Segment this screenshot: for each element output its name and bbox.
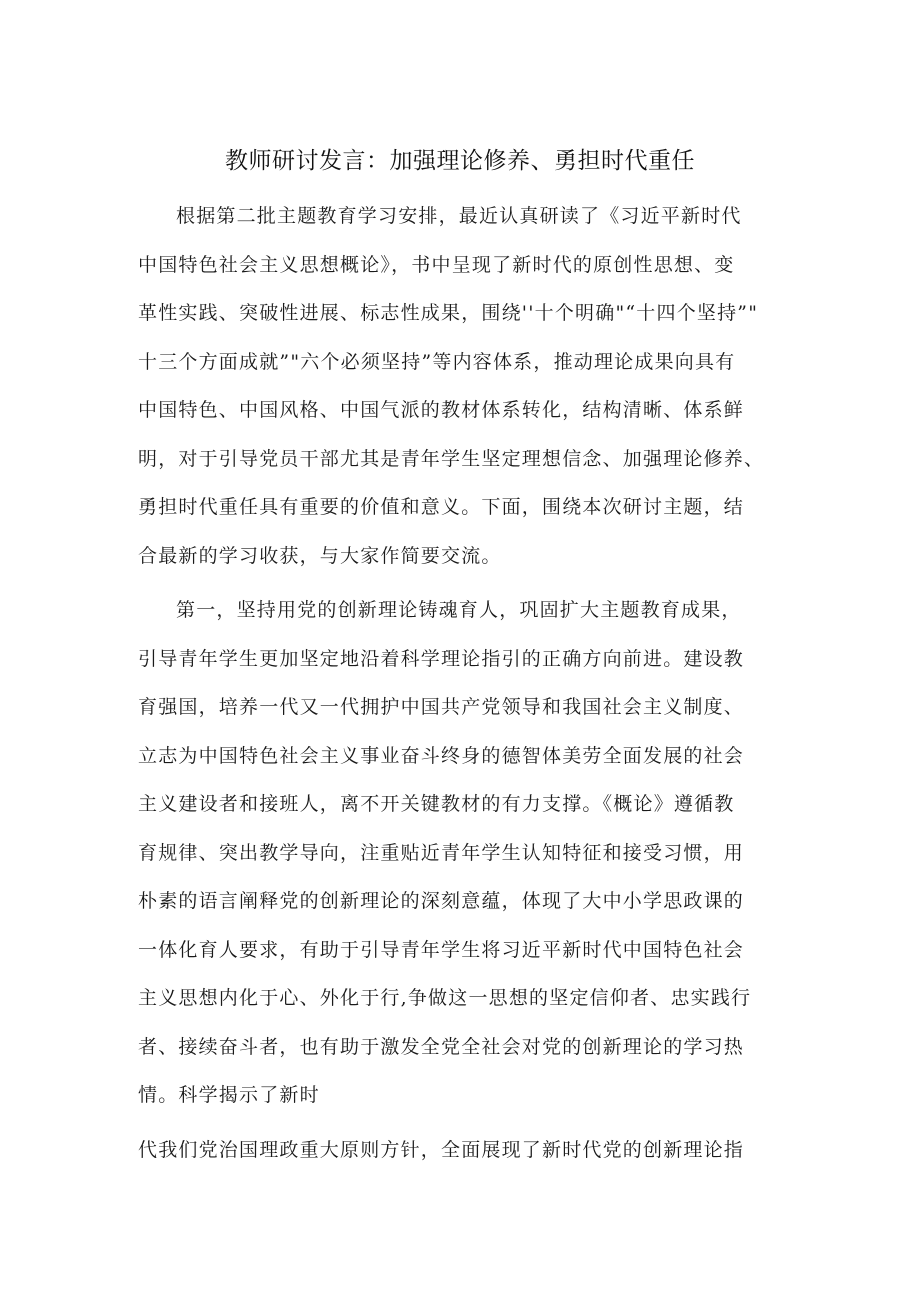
text-line: 主义思想内化于心、外化于行,争做这一思想的坚定信仰者、忠实践行 [138, 987, 752, 1009]
text-line: 者、接续奋斗者，也有助于激发全党全社会对党的创新理论的学习热 [138, 1035, 745, 1058]
text-line: 引导青年学生更加坚定地沿着科学理论指引的正确方向前进。建设教 [138, 647, 745, 670]
text-line: 立志为中国特色社会主义事业奋斗终身的德智体美劳全面发展的社会 [138, 744, 745, 767]
text-line: 一体化育人要求，有助于引导青年学生将习近平新时代中国特色社会 [138, 938, 745, 961]
text-line: 明，对于引导党员干部尤其是青年学生坚定理想信念、加强理论修养、 [138, 447, 765, 470]
paragraph-first-point [138, 586, 798, 1120]
text-line: 中国特色、中国风格、中国气派的教材体系转化，结构清晰、体系鲜 [138, 399, 745, 421]
text-line: 主义建设者和接班人，离不开关键教材的有力支撑。《概论》遵循教 [138, 793, 735, 815]
text-line: 代我们党治国理政重大原则方针，全面展现了新时代党的创新理论指 [138, 1139, 745, 1161]
text-line: 十三个方面成就”"六个必须坚持”等内容体系，推动理论成果向具有 [138, 350, 736, 373]
paragraph-continuation [138, 1126, 798, 1175]
text-line: 勇担时代重任具有重要的价值和意义。下面，围绕本次研讨主题，结 [138, 496, 745, 518]
text-line: 第一，坚持用党的创新理论铸魂育人，巩固扩大主题教育成果， [176, 599, 742, 621]
text-line: 朴素的语言阐释党的创新理论的深刻意蕴，体现了大中小学思政课的 [138, 890, 745, 912]
text-line: 合最新的学习收获，与大家作简要交流。 [138, 544, 502, 567]
text-line: 革性实践、突破性进展、标志性成果，围绕''十个明确"“十四个坚持”" [138, 302, 759, 324]
document-title: 教师研讨发言：加强理论修养、勇担时代重任 [225, 148, 695, 174]
paragraph-intro [138, 192, 798, 580]
text-line: 育强国，培养一代又一代拥护中国共产党领导和我国社会主义制度、 [138, 696, 745, 718]
text-line: 情。科学揭示了新时 [138, 1084, 320, 1106]
text-line: 根据第二批主题教育学习安排，最近认真研读了《习近平新时代 [176, 205, 742, 227]
text-line: 育规律、突出教学导向，注重贴近青年学生认知特征和接受习惯，用 [138, 841, 745, 864]
text-line: 中国特色社会主义思想概论》，书中呈现了新时代的原创性思想、变 [138, 253, 735, 276]
